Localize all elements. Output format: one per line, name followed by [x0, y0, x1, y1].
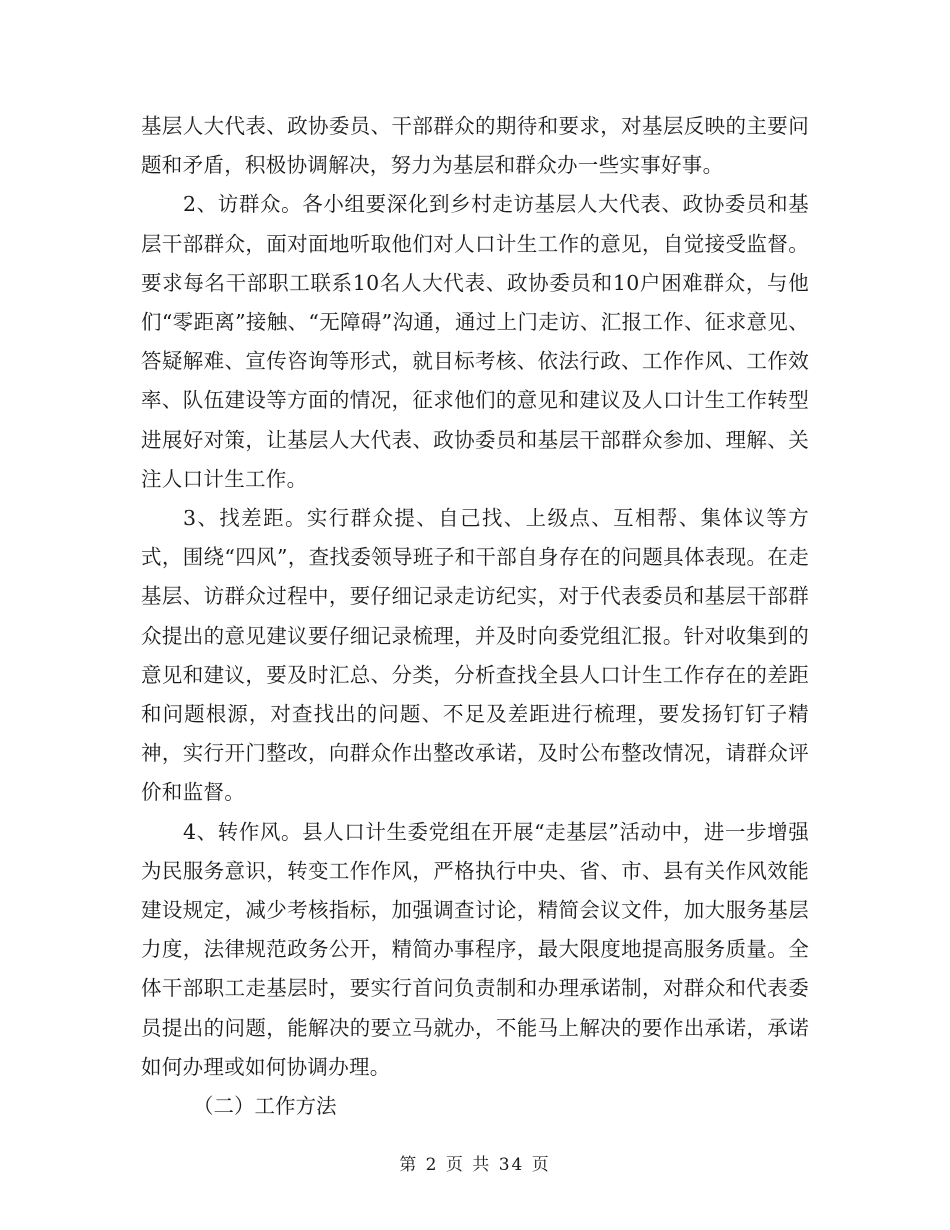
document-body	[141, 107, 809, 1126]
paragraph-change-style: 4、转作风。县人口计生委党组在开展“走基层”活动中，进一步增强为民服务意识，转变工作作风，严格执行中央、省、市、县有关作风效能建设规定，减少考核指标，加强调查讨论，精简会议文件，加大服务基层力度，法律规范政务公开，精简办事程序，最大限度地提高服务质量。全体干部职工走基层时，要实行首问负责制和办理承诺制，对群众和代表委员提出的问题，能解决的要立马就办，不能马上解决的要作出承诺，承诺如何办理或如何协调办理。	[141, 819, 809, 1079]
paragraph-find-gaps: 3、找差距。实行群众提、自己找、上级点、互相帮、集体议等方式，围绕“四风”，查找委领导班子和干部自身存在的问题具体表现。在走基层、访群众过程中，要仔细记录走访纪实，对于代表委员和基层干部群众提出的意见建议要仔细记录梳理，并及时向委党组汇报。针对收集到的意见和建议，要及时汇总、分类，分析查找全县人口计生工作存在的差距和问题根源，对查找出的问题、不足及差距进行梳理，要发扬钉钉子精神，实行开门整改，向群众作出整改承诺，及时公布整改情况，请群众评价和监督。	[141, 506, 809, 805]
section-heading: （二）工作方法	[193, 1094, 337, 1119]
page-footer: 第 2 页 共 34 页	[399, 1155, 551, 1175]
paragraph-visit-masses: 2、访群众。各小组要深化到乡村走访基层人大代表、政协委员和基层干部群众，面对面地听取他们对人口计生工作的意见，自觉接受监督。要求每名干部职工联系10名人大代表、政协委员和10户困难群众，与他们“零距离”接触、“无障碍”沟通，通过上门走访、汇报工作、征求意见、答疑解难、宣传咨询等形式，就目标考核、依法行政、工作作风、工作效率、队伍建设等方面的情况，征求他们的意见和建议及人口计生工作转型进展好对策，让基层人大代表、政协委员和基层干部群众参加、理解、关注人口计生工作。	[141, 192, 809, 491]
paragraph-continuation: 基层人大代表、政协委员、干部群众的期待和要求，对基层反映的主要问题和矛盾，积极协调解决，努力为基层和群众办一些实事好事。	[141, 114, 809, 178]
